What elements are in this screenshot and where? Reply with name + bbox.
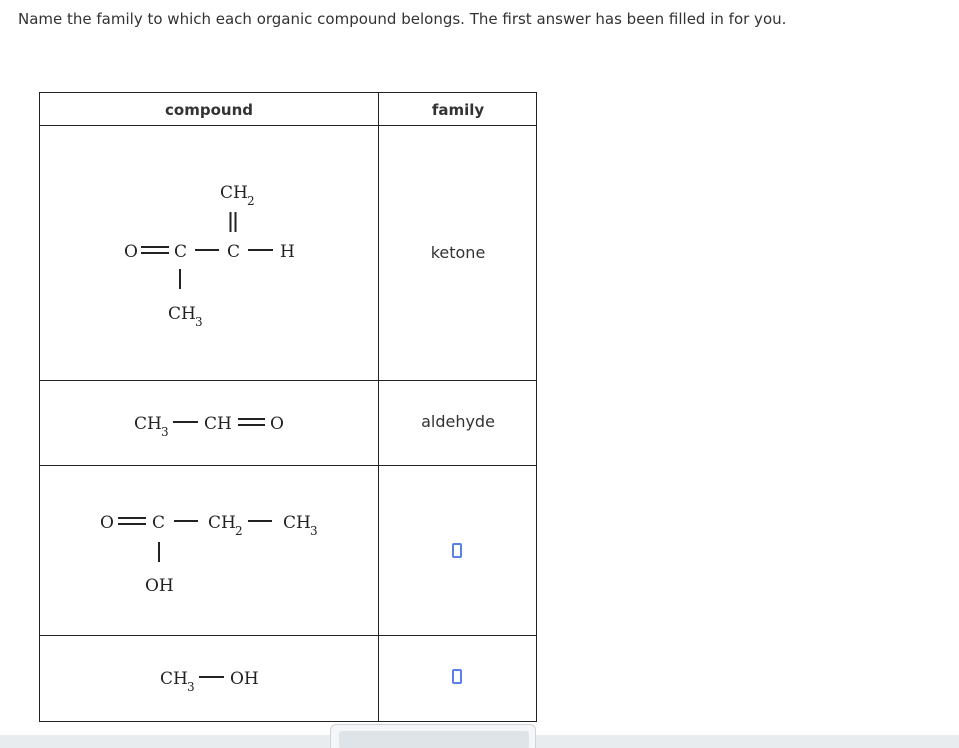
family-answer-input-4[interactable] xyxy=(452,669,462,684)
footer-tab[interactable] xyxy=(330,724,536,748)
atom-label: O xyxy=(270,414,284,434)
atom-label: CH xyxy=(134,414,162,434)
atom-label: OH xyxy=(230,669,259,689)
atom-subscript: 2 xyxy=(235,524,243,538)
column-divider xyxy=(378,93,379,721)
atom-label: CH xyxy=(283,513,311,533)
atom-label: O xyxy=(100,513,114,533)
family-answer-1: ketone xyxy=(430,243,486,262)
atom-subscript: 3 xyxy=(161,425,169,439)
atom-label: CH xyxy=(220,183,248,203)
atom-label: H xyxy=(280,242,295,262)
atom-subscript: 3 xyxy=(195,315,203,329)
compound-family-table xyxy=(39,92,537,722)
atom-subscript: 3 xyxy=(310,524,318,538)
atom-subscript: 3 xyxy=(187,680,195,694)
atom-label: CH xyxy=(204,414,232,434)
atom-label: O xyxy=(124,242,138,262)
atom-label: CH xyxy=(208,513,236,533)
atom-label: CH xyxy=(168,304,196,324)
atom-label: C xyxy=(152,513,166,533)
atom-label: OH xyxy=(145,576,174,596)
question-prompt: Name the family to which each organic compound belongs. The first answer has been filled in for you. xyxy=(18,10,787,28)
atom-label: C xyxy=(227,242,241,262)
family-answer-input-3[interactable] xyxy=(452,543,462,558)
atom-label: CH xyxy=(160,669,188,689)
family-answer-2: aldehyde xyxy=(421,412,495,431)
compound-structure-3 xyxy=(40,466,378,635)
header-family: family xyxy=(431,101,485,119)
atom-label: C xyxy=(174,242,188,262)
header-compound: compound xyxy=(165,101,253,119)
compound-structure-1 xyxy=(40,126,378,380)
compound-structure-4 xyxy=(40,636,378,722)
compound-structure-2 xyxy=(40,381,378,465)
atom-subscript: 2 xyxy=(247,194,255,208)
footer-tab-handle[interactable] xyxy=(339,731,529,748)
